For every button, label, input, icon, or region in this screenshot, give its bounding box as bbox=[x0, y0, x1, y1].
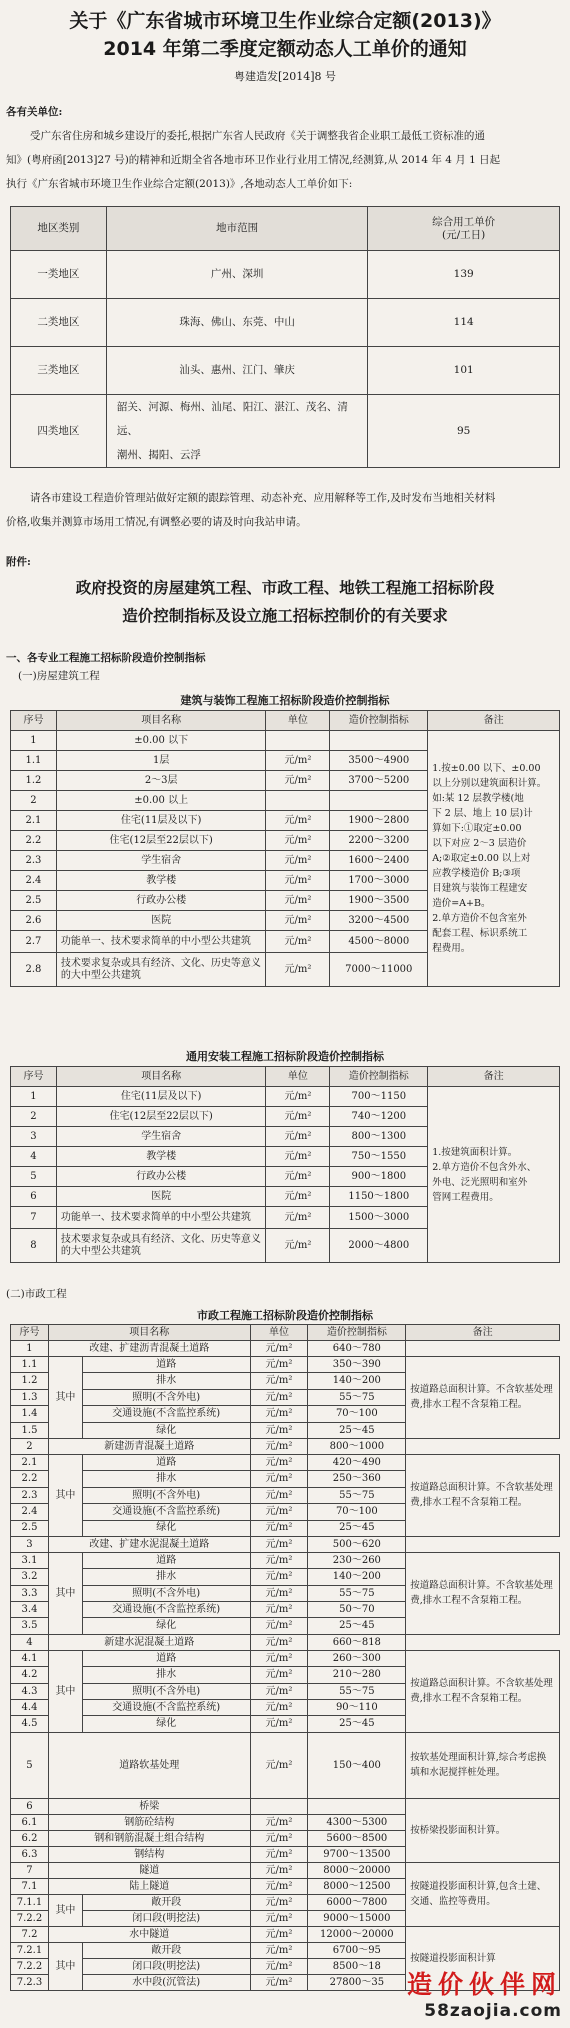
table-row: 1.1 1层 元/m² 3500～4900 bbox=[11, 751, 560, 771]
section-1-heading: 一、各专业工程施工招标阶段造价控制指标 bbox=[6, 652, 206, 664]
title-line-1: 关于《广东省城市环境卫生作业综合定额(2013)》 bbox=[69, 10, 501, 32]
table-row: 6 医院 元/m² 1150～1800 bbox=[11, 1187, 560, 1207]
table-row: 3.3 照明(不含外电) 元/m² 55～75 bbox=[11, 1585, 560, 1601]
table-row: 4.4 交通设施(不含监控系统) 元/m² 90～110 bbox=[11, 1700, 560, 1716]
table-row: 1.3 照明(不含外电) 元/m² 55～75 bbox=[11, 1389, 560, 1405]
table-row: 2.5 行政办公楼 元/m² 1900～3500 bbox=[11, 891, 560, 911]
table-row: 1.4 交通设施(不含监控系统) 元/m² 70～100 bbox=[11, 1406, 560, 1422]
table-row: 2.2 排水 元/m² 250～360 bbox=[11, 1471, 560, 1487]
table-row: 7.2.2 闭口段(明挖法) 元/m² 9000～15000 bbox=[11, 1910, 560, 1926]
remark-cell: 1.按±0.00 以下、±0.00 以上分别以建筑面积计算。 如:某 12 层教学楼(地 下 2 层、地上 10 层)计 算如下:①取定±0.00 以下对应 2～3 层造价 A;②取定±0.00 以上对 应教学楼造价 B;③项 目建筑与装饰工程建安 造价=A+B。 2.单方造价不包含室外 配套工程、标识系统工 程费用。 bbox=[428, 731, 560, 987]
labor-price-table bbox=[10, 206, 560, 468]
intro-line-3: 执行《广东省城市环境卫生作业综合定额(2013)》,各地动态人工单价如下: bbox=[6, 178, 353, 190]
title-line-2: 2014 年第二季度定额动态人工单价的通知 bbox=[103, 38, 467, 60]
site-watermark: 造价伙伴网 58zaojia.com bbox=[406, 1970, 562, 2021]
attachment-label: 附件: bbox=[6, 556, 31, 568]
after-line-1: 请各市建设工程造价管理站做好定额的跟踪管理、动态补充、应用解释等工作,及时发布当地相关材料 bbox=[30, 492, 496, 504]
table-row: 3.1 其中 道路 元/m² 230～260 按道路总面积计算。不含软基处理费,排水工程不含泵箱工程。 bbox=[11, 1552, 560, 1568]
table-row: 1.2 排水 元/m² 140～200 bbox=[11, 1373, 560, 1389]
table-row: 3 改建、扩建水泥混凝土道路 元/m² 500～620 bbox=[11, 1536, 560, 1552]
after-line-2: 价格,收集并测算市场用工情况,有调整必要的请及时向我站申请。 bbox=[6, 516, 307, 528]
header-price: 综合用工单价 (元/工日) bbox=[368, 207, 560, 251]
table-row: 2 新建沥青混凝土道路 元/m² 800～1000 bbox=[11, 1438, 560, 1454]
municipal-cost-table: 序号 项目名称 单位 造价控制指标 备注 1 改建、扩建沥青混凝土道路 元/m² 640～780 1.1 其中 道路 元/m² 350～390 按道路总面积计算。不含软基处理费,排水工程不含泵箱工程。 1.2 排水 元/m² 140～200 1.3 照明(不含外电) 元/m² 55～75 1.4 交通设施(不含监控系统) 元/m² 70～100 1.5 绿化 元/m² 25～45 2 新建沥青混凝土道路 元/m² 800～1000 2.1 其中 道路 元/m² 420～490 按道路总面积计算。不含软基处理费,排水工程不含泵箱工程。 2.2 排水 元/m² 250～360 2.3 照明(不含外电) 元/m² 55～75 2.4 交通设施(不含监控系统) 元/m² 70～100 2.5 绿化 元/m² 25～45 3 改建、扩建水泥混凝土道路 元/m² 500～620 3.1 其中 道路 元/m² 230～260 按道路总面积计算。不含软基处理费,排水工程不含泵箱工程。 3.2 排水 元/m² 140～200 3.3 照明(不含外电) 元/m² 55～75 3.4 交通设施(不含监控系统) 元/m² 50～70 3.5 绿化 元/m² 25～45 4 新建水泥混凝土道路 元/m² 660～818 4.1 其中 道路 元/m² 260～300 按道路总面积计算。不含软基处理费,排水工程不含泵箱工程。 4.2 排水 元/m² 210～280 4.3 照明(不含外电) 元/m² 55～75 4.4 交通设施(不含监控系统) 元/m² 90～110 4.5 绿化 元/m² 25～45 5 道路软基处理 元/m² 150～400 按软基处理面积计算,综合考虑换填和水泥搅拌桩处理。 6 桥梁 按桥梁投影面积计算。 6.1 钢筋砼结构 元/m² 4300～5300 6.2 钢和钢筋混凝土组合结构 元/m² 5600～8500 6.3 钢结构 元/m² 9700～13500 7 隧道 元/m² 8000～20000 按隧道投影面积计算,包含土建、交通、监控等费用。 7.1 陆上隧道 元/m² 8000～12500 7.1.1 其中 敞开段 元/m² 6000～7800 7.2.2 闭口段(明挖法) 元/m² 9000～15000 7.2 水中隧道 元/m² 12000～20000 按隧道投影面积计算 7.2.1 其中 敞开段 元/m² 6700～95 7.2.2 闭口段(明挖法) 元/m² 8500～18 7.2.3 水中段(沉管法) 元/m² 27800～35 bbox=[10, 1324, 560, 1991]
table-row: 2.1 住宅(11层及以下) 元/m² 1900～2800 bbox=[11, 811, 560, 831]
subsection-municipal: (二)市政工程 bbox=[6, 1288, 67, 1300]
building-cost-table: 序号 项目名称 单位 造价控制指标 备注 1 ±0.00 以下 1.按±0.00 以下、±0.00 以上分别以建筑面积计算。 如:某 12 层教学楼(地 下 2 层、地上 10 层)计 算如下:①取定±0.00 以下对应 2～3 层造价 A;②取定±0.00 以上对 应教学楼造价 B;③项 目建筑与装饰工程建安 造价=A+B。 2.单方造价不包含室外 配套工程、标识系统工 程费用。 1.1 1层 元/m² 3500～4900 1.2 2～3层 元/m² 3700～5200 2 ±0.00 以上 2.1 住宅(11层及以下) 元/m² 1900～2800 2.2 住宅(12层至22层以下) 元/m² 2200～3200 2.3 学生宿舍 元/m² 1600～2400 2.4 教学楼 元/m² 1700～3000 2.5 行政办公楼 元/m² 1900～3500 2.6 医院 元/m² 3200～4500 2.7 功能单一、技术要求简单的中小型公共建筑 元/m² 4500～8000 2.8 技术要求复杂或具有经济、文化、历史等意义的大中型公共建筑 元/m² 7000～11000 bbox=[10, 710, 560, 987]
table-row: 2.8 技术要求复杂或具有经济、文化、历史等意义的大中型公共建筑 元/m² 7000～11000 bbox=[11, 953, 560, 987]
table-row: 1 住宅(11层及以下) 元/m² 700～1150 1.按建筑面积计算。 2.单方造价不包含外水、 外电、泛光照明和室外 管网工程费用。 bbox=[11, 1087, 560, 1107]
table-row: 4 教学楼 元/m² 750～1550 bbox=[11, 1147, 560, 1167]
subsection-building: (一)房屋建筑工程 bbox=[18, 670, 100, 682]
table-row: 8 技术要求复杂或具有经济、文化、历史等意义的大中型公共建筑 元/m² 2000～4800 bbox=[11, 1229, 560, 1263]
table-row: 2.7 功能单一、技术要求简单的中小型公共建筑 元/m² 4500～8000 bbox=[11, 931, 560, 953]
table-row: 4.3 照明(不含外电) 元/m² 55～75 bbox=[11, 1683, 560, 1699]
table-row: 1.2 2～3层 元/m² 3700～5200 bbox=[11, 771, 560, 791]
table-row: 3.4 交通设施(不含监控系统) 元/m² 50～70 bbox=[11, 1602, 560, 1618]
header-region-category: 地区类别 bbox=[11, 207, 107, 251]
table-row: 6.1 钢筋砼结构 元/m² 4300～5300 bbox=[11, 1814, 560, 1830]
table-row: 3 学生宿舍 元/m² 800～1300 bbox=[11, 1127, 560, 1147]
table-row: 7.1.1 其中 敞开段 元/m² 6000～7800 bbox=[11, 1894, 560, 1910]
table-row: 7.2 水中隧道 元/m² 12000～20000 按隧道投影面积计算 bbox=[11, 1926, 560, 1942]
table-row: 四类地区 韶关、河源、梅州、汕尾、阳江、湛江、茂名、清远、 潮州、揭阳、云浮 95 bbox=[11, 395, 560, 468]
table-row: 7.2.3 水中段(沉管法) 元/m² 27800～35 bbox=[11, 1974, 560, 1990]
remark-cell: 1.按建筑面积计算。 2.单方造价不包含外水、 外电、泛光照明和室外 管网工程费用。 bbox=[428, 1087, 560, 1263]
table-row: 2 ±0.00 以上 bbox=[11, 791, 560, 811]
install-table-caption: 通用安装工程施工招标阶段造价控制指标 bbox=[186, 1050, 384, 1063]
table-row: 6.3 钢结构 元/m² 9700～13500 bbox=[11, 1846, 560, 1862]
table-row: 二类地区 珠海、佛山、东莞、中山 114 bbox=[11, 299, 560, 347]
table-row: 1 改建、扩建沥青混凝土道路 元/m² 640～780 bbox=[11, 1341, 560, 1357]
table-row: 5 行政办公楼 元/m² 900～1800 bbox=[11, 1167, 560, 1187]
install-cost-table: 序号 项目名称 单位 造价控制指标 备注 1 住宅(11层及以下) 元/m² 700～1150 1.按建筑面积计算。 2.单方造价不包含外水、 外电、泛光照明和室外 管网工程费用。 2 住宅(12层至22层以下) 元/m² 740～1200 3 学生宿舍 元/m² 800～1300 4 教学楼 元/m² 750～1550 5 行政办公楼 元/m² 900～1800 6 医院 元/m² 1150～1800 7 功能单一、技术要求简单的中小型公共建筑 元/m² 1500～3000 8 技术要求复杂或具有经济、文化、历史等意义的大中型公共建筑 元/m² 2000～4800 bbox=[10, 1066, 560, 1263]
table-row: 6 桥梁 按桥梁投影面积计算。 bbox=[11, 1798, 560, 1814]
municipal-table-caption: 市政工程施工招标阶段造价控制指标 bbox=[197, 1309, 373, 1322]
table-row: 2.5 绿化 元/m² 25～45 bbox=[11, 1520, 560, 1536]
table-row: 一类地区 广州、深圳 139 bbox=[11, 251, 560, 299]
table-row: 1.1 其中 道路 元/m² 350～390 按道路总面积计算。不含软基处理费,排水工程不含泵箱工程。 bbox=[11, 1357, 560, 1373]
intro-line-2: 知》(粤府函[2013]27 号)的精神和近期全省各地市环卫作业行业用工情况,经测算,从 2014 年 4 月 1 日起 bbox=[6, 154, 501, 166]
table-row: 1.5 绿化 元/m² 25～45 bbox=[11, 1422, 560, 1438]
attachment-title-1: 政府投资的房屋建筑工程、市政工程、地铁工程施工招标阶段 bbox=[75, 579, 495, 597]
table-row: 7.2.1 其中 敞开段 元/m² 6700～95 bbox=[11, 1942, 560, 1958]
intro-line-1: 受广东省住房和城乡建设厅的委托,根据广东省人民政府《关于调整我省企业职工最低工资标准的通 bbox=[30, 130, 485, 142]
table-row: 2.4 交通设施(不含监控系统) 元/m² 70～100 bbox=[11, 1504, 560, 1520]
table-row: 2.3 照明(不含外电) 元/m² 55～75 bbox=[11, 1487, 560, 1503]
building-table-caption: 建筑与装饰工程施工招标阶段造价控制指标 bbox=[180, 694, 390, 707]
table-row: 2.2 住宅(12层至22层以下) 元/m² 2200～3200 bbox=[11, 831, 560, 851]
table-row: 4.5 绿化 元/m² 25～45 bbox=[11, 1716, 560, 1732]
table-row: 2.4 教学楼 元/m² 1700～3000 bbox=[11, 871, 560, 891]
table-row: 4.1 其中 道路 元/m² 260～300 按道路总面积计算。不含软基处理费,排水工程不含泵箱工程。 bbox=[11, 1650, 560, 1666]
header-city-range: 地市范围 bbox=[106, 207, 368, 251]
table-row: 7.1 陆上隧道 元/m² 8000～12500 bbox=[11, 1878, 560, 1894]
table-row: 7.2.2 闭口段(明挖法) 元/m² 8500～18 bbox=[11, 1958, 560, 1974]
table-row: 3.5 绿化 元/m² 25～45 bbox=[11, 1618, 560, 1634]
table-row: 三类地区 汕头、惠州、江门、肇庆 101 bbox=[11, 347, 560, 395]
table-row: 1 ±0.00 以下 1.按±0.00 以下、±0.00 以上分别以建筑面积计算。 如:某 12 层教学楼(地 下 2 层、地上 10 层)计 算如下:①取定±0.00 以下对应 2～3 层造价 A;②取定±0.00 以上对 应教学楼造价 B;③项 目建筑与装饰工程建安 造价=A+B。 2.单方造价不包含室外 配套工程、标识系统工 程费用。 bbox=[11, 731, 560, 751]
table-row: 7 功能单一、技术要求简单的中小型公共建筑 元/m² 1500～3000 bbox=[11, 1207, 560, 1229]
table-row: 6.2 钢和钢筋混凝土组合结构 元/m² 5600～8500 bbox=[11, 1830, 560, 1846]
table-row: 4 新建水泥混凝土道路 元/m² 660～818 bbox=[11, 1634, 560, 1650]
table-row: 5 道路软基处理 元/m² 150～400 按软基处理面积计算,综合考虑换填和水泥搅拌桩处理。 bbox=[11, 1732, 560, 1798]
attachment-title-2: 造价控制指标及设立施工招标控制价的有关要求 bbox=[122, 607, 448, 625]
document-number: 粤建造发[2014]8 号 bbox=[233, 70, 337, 83]
table-row: 2.6 医院 元/m² 3200～4500 bbox=[11, 911, 560, 931]
table-row: 3.2 排水 元/m² 140～200 bbox=[11, 1569, 560, 1585]
salutation: 各有关单位: bbox=[6, 106, 63, 118]
table-row: 2 住宅(12层至22层以下) 元/m² 740～1200 bbox=[11, 1107, 560, 1127]
table-row: 7 隧道 元/m² 8000～20000 按隧道投影面积计算,包含土建、交通、监控等费用。 bbox=[11, 1862, 560, 1878]
table-row: 2.3 学生宿舍 元/m² 1600～2400 bbox=[11, 851, 560, 871]
table-row: 4.2 排水 元/m² 210～280 bbox=[11, 1667, 560, 1683]
table-row: 2.1 其中 道路 元/m² 420～490 按道路总面积计算。不含软基处理费,排水工程不含泵箱工程。 bbox=[11, 1454, 560, 1470]
